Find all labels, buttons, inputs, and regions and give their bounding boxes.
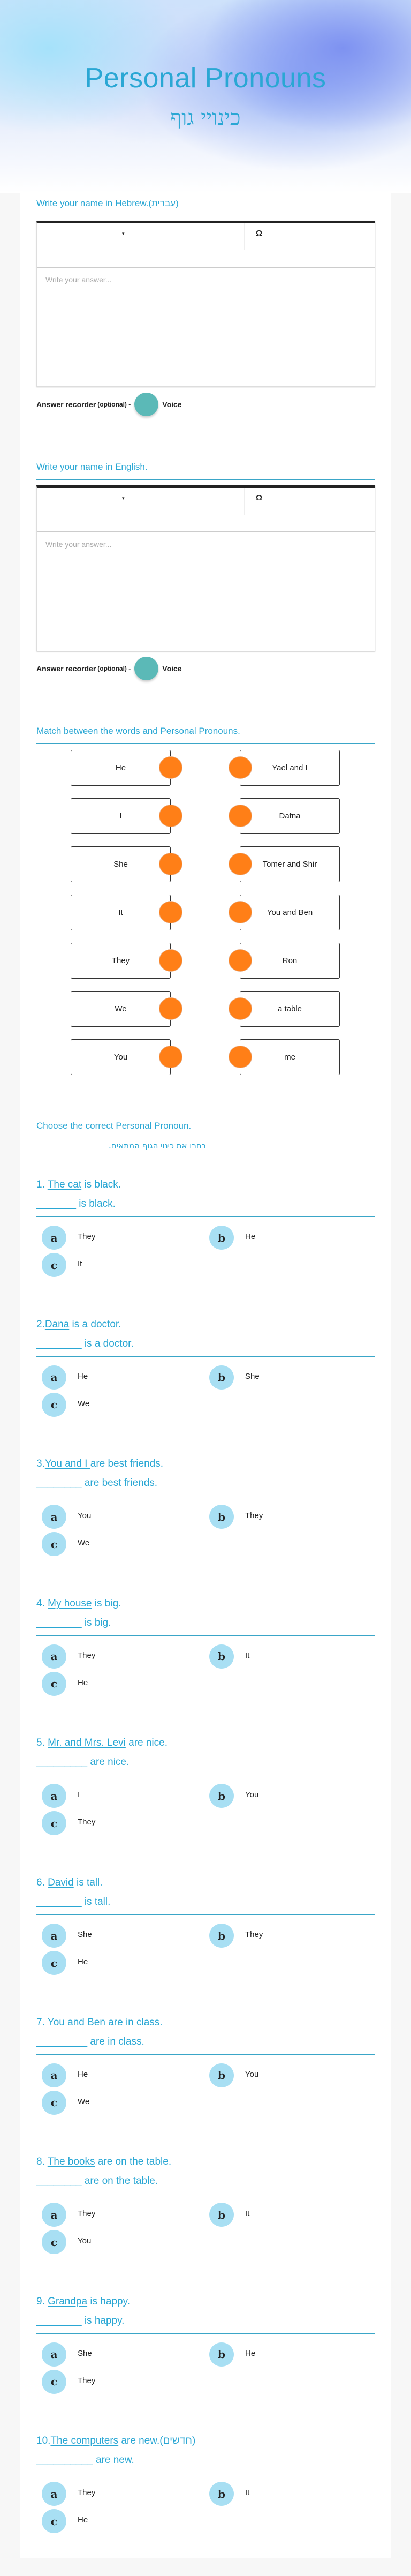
question-rest: are on the table.: [95, 2156, 172, 2168]
question-sentence: [36, 1458, 163, 1470]
option-c-label[interactable]: They: [78, 1818, 96, 1827]
question: [20, 1458, 391, 1565]
option-c-button[interactable]: c: [42, 1951, 66, 1975]
toolbar-divider: [244, 223, 245, 250]
match-left-connector[interactable]: [159, 1046, 182, 1068]
blank-sentence-rest: is tall.: [81, 1896, 111, 1907]
header-banner: [0, 0, 411, 193]
option-b-button[interactable]: b: [209, 2342, 234, 2367]
blank-line: __________: [36, 2454, 93, 2466]
option-a-button[interactable]: a: [42, 1784, 66, 1808]
option-c-button[interactable]: c: [42, 1672, 66, 1696]
blank-sentence-rest: is happy.: [81, 2315, 125, 2326]
editor-toolbar: [37, 488, 375, 532]
match-left-connector[interactable]: [159, 901, 182, 923]
blank-line: _________: [36, 2036, 88, 2047]
question-subject: David: [48, 1877, 74, 1888]
question-sentence: [36, 1319, 121, 1331]
option-c-label[interactable]: They: [78, 2376, 96, 2385]
option-a-label[interactable]: They: [78, 2488, 96, 2498]
option-c-button[interactable]: c: [42, 1393, 66, 1417]
question-sentence: [36, 1179, 121, 1191]
match-right-item[interactable]: Ron: [240, 943, 340, 979]
option-b-label[interactable]: It: [245, 1650, 250, 1660]
match-left-item[interactable]: She: [71, 846, 171, 882]
record-button[interactable]: [134, 393, 158, 416]
editor-toolbar: [37, 223, 375, 268]
option-a-label[interactable]: He: [78, 2069, 88, 2079]
match-left-item[interactable]: They: [71, 943, 171, 979]
question-rest: is big.: [92, 1597, 121, 1609]
match-right-connector[interactable]: [229, 997, 252, 1020]
match-left-item[interactable]: We: [71, 991, 171, 1027]
blank-line: ________: [36, 1896, 82, 1907]
option-c-label[interactable]: We: [78, 1538, 90, 1548]
question-blank-sentence: [36, 1617, 111, 1629]
divider: [36, 1356, 375, 1357]
question-rest: are in class.: [105, 2016, 163, 2028]
blank-line: ________: [36, 2315, 82, 2326]
option-a-label[interactable]: You: [78, 1511, 92, 1521]
question-sentence: [36, 1598, 121, 1610]
divider: [36, 2054, 375, 2055]
question: [20, 1319, 391, 1426]
option-c-label[interactable]: We: [78, 2097, 90, 2106]
hebrew-name-heading: Write your name in Hebrew.(עברית): [36, 198, 179, 208]
recorder-optional: (optional) -: [97, 665, 131, 672]
option-c-button[interactable]: c: [42, 2509, 66, 2533]
option-b-button[interactable]: b: [209, 2063, 234, 2087]
option-a-button[interactable]: a: [42, 2203, 66, 2227]
question-blank-sentence: [36, 2315, 124, 2327]
question-sentence: [36, 1877, 103, 1889]
option-b-button[interactable]: b: [209, 1784, 234, 1808]
match-right-connector[interactable]: [229, 756, 252, 779]
match-left-connector[interactable]: [159, 853, 182, 875]
record-button[interactable]: [134, 657, 158, 680]
question-number: 8.: [36, 2156, 48, 2168]
match-right-item[interactable]: Tomer and Shir: [240, 846, 340, 882]
question-blank-sentence: [36, 2175, 158, 2187]
font-dropdown-arrow-icon[interactable]: ▾: [122, 495, 125, 501]
option-b-label[interactable]: They: [245, 1511, 263, 1521]
question-rest: is a doctor.: [69, 1318, 121, 1330]
option-b-label[interactable]: They: [245, 1930, 263, 1939]
option-c-label[interactable]: He: [78, 1678, 88, 1687]
match-left-item[interactable]: He: [71, 750, 171, 786]
question-rest: is tall.: [73, 1877, 103, 1888]
option-c-label[interactable]: It: [78, 1259, 82, 1268]
option-b-label[interactable]: She: [245, 1371, 260, 1381]
question-subject: The books: [47, 2156, 95, 2168]
recorder-label: Answer recorder: [36, 664, 96, 673]
question-blank-sentence: [36, 1896, 110, 1908]
question: [20, 1179, 391, 1286]
option-a-button[interactable]: a: [42, 2063, 66, 2087]
option-a-label[interactable]: She: [78, 1930, 92, 1939]
question-subject: Mr. and Mrs. Levi: [48, 1737, 126, 1749]
divider: [36, 1216, 375, 1217]
option-a-button[interactable]: a: [42, 1505, 66, 1529]
option-c-button[interactable]: c: [42, 1811, 66, 1835]
choose-instruction-hebrew: בחרו את כינוי הגוף המתאים.: [109, 1141, 207, 1151]
question-number: 5.: [36, 1737, 48, 1749]
option-c-button[interactable]: c: [42, 1253, 66, 1277]
question-number: 1.: [36, 1179, 48, 1190]
page-subtitle-hebrew: כינויי גוף: [170, 106, 241, 130]
worksheet-card: [20, 193, 391, 2558]
match-left-item[interactable]: You: [71, 1039, 171, 1075]
option-b-button[interactable]: b: [209, 2482, 234, 2506]
option-b-button[interactable]: b: [209, 1365, 234, 1390]
question-number: 9.: [36, 2295, 48, 2307]
option-b-button[interactable]: b: [209, 1505, 234, 1529]
option-b-label[interactable]: He: [245, 2348, 256, 2358]
question-number: 10.: [36, 2435, 51, 2447]
question: [20, 1877, 391, 1984]
option-c-button[interactable]: c: [42, 2230, 66, 2254]
question-sentence: [36, 1737, 168, 1749]
question-subject: The computers: [50, 2435, 119, 2447]
option-a-button[interactable]: a: [42, 2482, 66, 2506]
divider: [36, 1635, 375, 1636]
option-b-button[interactable]: b: [209, 1644, 234, 1669]
question-blank-sentence: [36, 2454, 134, 2466]
option-a-button[interactable]: a: [42, 2342, 66, 2367]
match-left-connector[interactable]: [159, 997, 182, 1020]
hebrew-name-editor: [36, 221, 375, 387]
question-sentence: [36, 2156, 171, 2168]
option-a-button[interactable]: a: [42, 1924, 66, 1948]
blank-sentence-rest: are new.: [93, 2454, 134, 2466]
english-name-heading: Write your name in English.: [36, 462, 148, 472]
match-right-connector[interactable]: [229, 949, 252, 972]
option-b-button[interactable]: b: [209, 1924, 234, 1948]
question: [20, 2296, 391, 2403]
question-rest: is black.: [81, 1179, 121, 1190]
recorder-voice-label: Voice: [162, 400, 182, 409]
match-right-connector[interactable]: [229, 805, 252, 827]
match-right-item[interactable]: You and Ben: [240, 895, 340, 930]
question-sentence: [36, 2435, 195, 2447]
question-blank-sentence: [36, 1756, 129, 1768]
question-subject: Grandpa: [48, 2295, 88, 2307]
hebrew-name-input[interactable]: [37, 268, 375, 384]
match-right-item[interactable]: Dafna: [240, 798, 340, 834]
question-number: 2.: [36, 1318, 45, 1330]
option-a-label[interactable]: They: [78, 2209, 96, 2219]
match-right-connector[interactable]: [229, 853, 252, 875]
option-a-button[interactable]: a: [42, 1226, 66, 1250]
question-subject: You and Ben: [47, 2016, 105, 2028]
question-subject: The cat: [47, 1179, 82, 1190]
match-left-connector[interactable]: [159, 949, 182, 972]
match-right-item[interactable]: me: [240, 1039, 340, 1075]
divider: [36, 479, 375, 480]
question-blank-sentence: [36, 1338, 134, 1350]
question: [20, 2156, 391, 2263]
toolbar-divider: [244, 488, 245, 515]
english-name-editor: [36, 485, 375, 651]
page-title: Personal Pronouns: [85, 63, 326, 94]
match-right-connector[interactable]: [229, 901, 252, 923]
option-a-label[interactable]: They: [78, 1232, 96, 1241]
option-a-label[interactable]: She: [78, 2348, 92, 2358]
option-c-button[interactable]: c: [42, 2370, 66, 2394]
question-sentence: [36, 2017, 163, 2029]
question-rest: are nice.: [125, 1737, 168, 1749]
blank-line: ________: [36, 1338, 82, 1349]
blank-line: ________: [36, 2175, 82, 2187]
match-left-connector[interactable]: [159, 805, 182, 827]
blank-sentence-rest: are on the table.: [81, 2175, 158, 2187]
question-blank-sentence: [36, 2036, 144, 2048]
option-b-label[interactable]: It: [245, 2209, 250, 2219]
blank-sentence-rest: is black.: [75, 1198, 116, 1210]
blank-sentence-rest: is a doctor.: [81, 1338, 134, 1349]
blank-line: _________: [36, 1756, 88, 1768]
option-c-label[interactable]: We: [78, 1399, 90, 1408]
match-left-item[interactable]: I: [71, 798, 171, 834]
option-b-label[interactable]: You: [245, 1790, 259, 1800]
option-b-label[interactable]: You: [245, 2069, 259, 2079]
question: [20, 1737, 391, 1844]
option-b-label[interactable]: He: [245, 1232, 256, 1241]
question: [20, 1598, 391, 1705]
blank-line: ________: [36, 1617, 82, 1628]
question-number: 3.: [36, 1458, 45, 1470]
option-c-label[interactable]: He: [78, 2515, 88, 2525]
blank-sentence-rest: are best friends.: [81, 1477, 158, 1489]
option-a-label[interactable]: He: [78, 1371, 88, 1381]
special-character-icon[interactable]: Ω: [256, 493, 263, 502]
divider: [36, 2333, 375, 2334]
blank-sentence-rest: are in class.: [87, 2036, 144, 2047]
question-blank-sentence: [36, 1477, 157, 1489]
match-heading: Match between the words and Personal Pronouns.: [36, 726, 240, 736]
option-b-button[interactable]: b: [209, 1226, 234, 1250]
question-blank-sentence: [36, 1198, 116, 1210]
option-c-button[interactable]: c: [42, 1532, 66, 1556]
answer-recorder: [36, 657, 182, 680]
option-c-button[interactable]: c: [42, 2091, 66, 2115]
question-subject: You and I: [44, 1458, 90, 1470]
answer-recorder: [36, 393, 182, 416]
option-a-label[interactable]: They: [78, 1650, 96, 1660]
question-number: 4.: [36, 1597, 48, 1609]
question-subject: Dana: [44, 1318, 70, 1330]
question-subject: My house: [48, 1597, 92, 1609]
blank-line: ________: [36, 1477, 82, 1489]
match-right-item[interactable]: a table: [240, 991, 340, 1027]
divider: [36, 1914, 375, 1915]
question-rest: is happy.: [87, 2295, 130, 2307]
option-a-button[interactable]: a: [42, 1365, 66, 1390]
question-number: 6.: [36, 1877, 48, 1888]
choose-heading: Choose the correct Personal Pronoun.: [36, 1121, 192, 1131]
match-left-connector[interactable]: [159, 756, 182, 779]
blank-line: _______: [36, 1198, 76, 1210]
recorder-optional: (optional) -: [97, 401, 131, 408]
blank-sentence-rest: are nice.: [87, 1756, 130, 1768]
question-rest: are best friends.: [90, 1458, 163, 1470]
question: [20, 2435, 391, 2542]
english-name-input[interactable]: [37, 532, 375, 648]
match-right-connector[interactable]: [229, 1046, 252, 1068]
special-character-icon[interactable]: Ω: [256, 229, 263, 238]
question: [20, 2017, 391, 2124]
option-a-label[interactable]: I: [78, 1790, 80, 1800]
option-b-button[interactable]: b: [209, 2203, 234, 2227]
option-b-label[interactable]: It: [245, 2488, 250, 2498]
blank-sentence-rest: is big.: [81, 1617, 111, 1628]
match-left-item[interactable]: It: [71, 895, 171, 930]
option-a-button[interactable]: a: [42, 1644, 66, 1669]
recorder-label: Answer recorder: [36, 400, 96, 409]
option-c-label[interactable]: He: [78, 1957, 88, 1966]
question-rest: are new.(חדשים): [118, 2435, 196, 2447]
font-dropdown-arrow-icon[interactable]: ▾: [122, 231, 125, 236]
recorder-voice-label: Voice: [162, 664, 182, 673]
question-number: 7.: [36, 2016, 48, 2028]
match-right-item[interactable]: Yael and I: [240, 750, 340, 786]
option-c-label[interactable]: You: [78, 2236, 92, 2246]
divider: [36, 743, 375, 744]
question-sentence: [36, 2296, 130, 2308]
